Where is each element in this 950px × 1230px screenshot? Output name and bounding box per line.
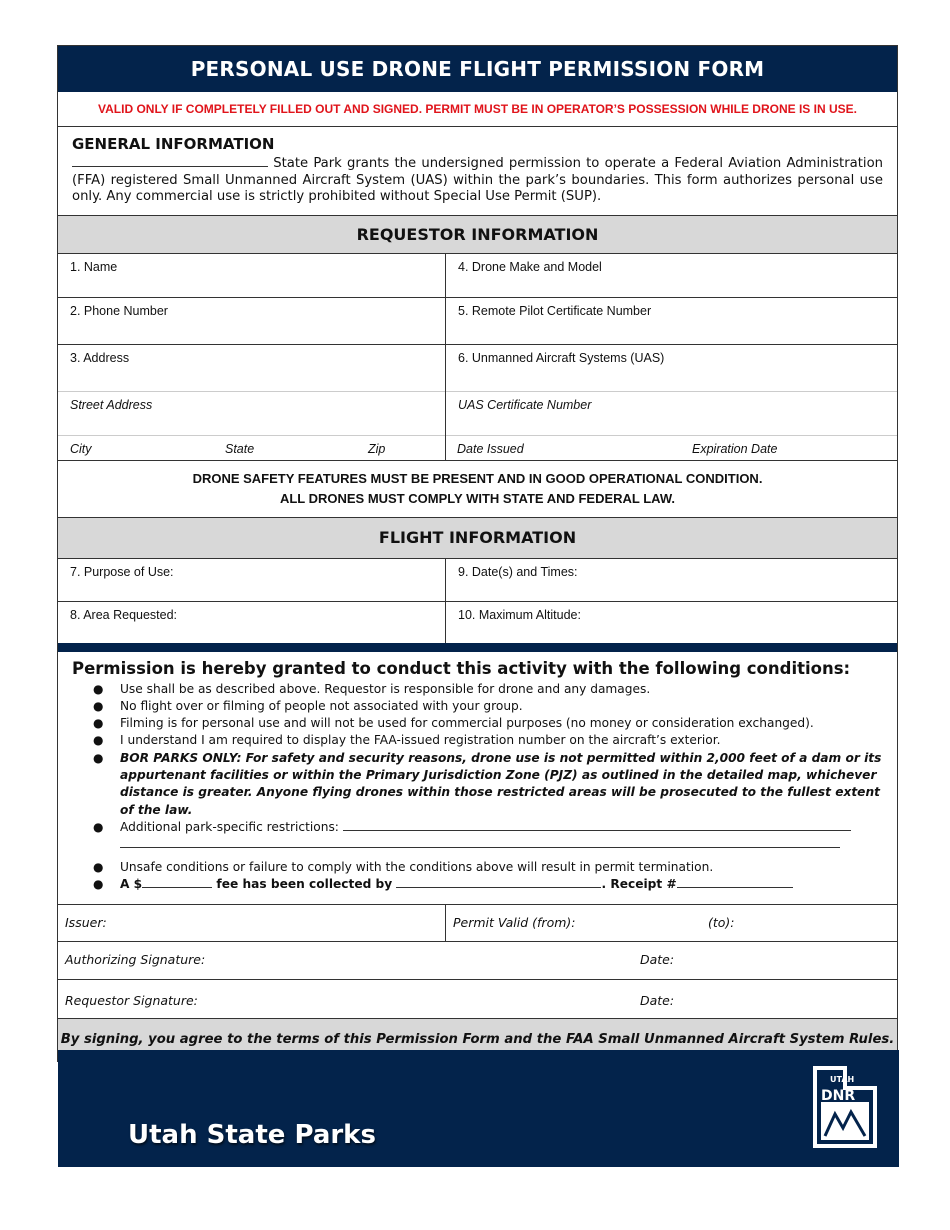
condition-item-additional-line2 (72, 836, 883, 859)
dates-times-label: 9. Date(s) and Times: (458, 564, 578, 579)
address-column (58, 345, 446, 460)
issuer-label: Issuer: (65, 914, 107, 930)
condition-item (72, 681, 883, 698)
expiration-date-label: Expiration Date (692, 441, 778, 456)
street-address-field[interactable] (58, 391, 445, 435)
authorizing-date-label: Date: (640, 951, 675, 967)
utah-dnr-logo-icon (807, 1062, 881, 1152)
bullet-icon: ● (93, 733, 104, 748)
authorizing-signature-label: Authorizing Signature: (65, 951, 206, 967)
zip-label: Zip (368, 441, 386, 456)
condition-text: Additional park-specific restrictions: (120, 819, 343, 834)
name-field[interactable] (58, 254, 446, 297)
validity-warning: VALID ONLY IF COMPLETELY FILLED OUT AND SIGNED. PERMIT MUST BE IN OPERATOR’S POSSESSION WHILE DRONE IS IN USE. (58, 92, 897, 127)
city-state-zip-field[interactable] (58, 435, 445, 460)
receipt-text: . Receipt # (601, 877, 677, 892)
drone-make-field[interactable] (446, 254, 897, 297)
form-title: PERSONAL USE DRONE FLIGHT PERMISSION FORM (58, 46, 897, 92)
bullet-icon: ● (93, 681, 104, 696)
bullet-icon: ● (93, 877, 104, 892)
uas-column (446, 345, 897, 460)
fee-prefix: A $ (120, 877, 143, 892)
requestor-row-1 (58, 254, 897, 298)
phone-field[interactable] (58, 298, 446, 344)
date-issued-label: Date Issued (457, 441, 524, 456)
signing-agreement-note: By signing, you agree to the terms of this Permission Form and the FAA Small Unmanned Aircraft System Rules. (58, 1019, 897, 1062)
name-label: 1. Name (70, 259, 118, 274)
condition-text: BOR PARKS ONLY: For safety and security reasons, drone use is not permitted within 2,000 feet of a dam or its appurtenant facilities or within the Primary Jurisdiction Zone (PJZ) as outlined in the detailed map, whichever distance is greater. Anyone flying drones within those restricted areas will be prosecuted to the fullest extent of the law. (120, 750, 882, 817)
uas-label: 6. Unmanned Aircraft Systems (UAS) (458, 350, 665, 365)
fee-amount-line[interactable] (142, 876, 212, 888)
footer-banner (58, 1050, 899, 1167)
general-information-heading: GENERAL INFORMATION (72, 135, 275, 153)
condition-item-bor (72, 750, 883, 819)
bullet-icon: ● (93, 860, 104, 875)
conditions-heading: Permission is hereby granted to conduct this activity with the following conditions: (72, 658, 851, 678)
remote-pilot-field[interactable] (446, 298, 897, 344)
condition-text: Filming is for personal use and will not be used for commercial purposes (no money or consideration exchanged). (120, 716, 814, 731)
navy-divider (58, 643, 897, 652)
bullet-icon: ● (93, 698, 104, 713)
drone-safety-notice (58, 461, 897, 518)
area-requested-label: 8. Area Requested: (70, 607, 178, 622)
street-address-label: Street Address (70, 397, 153, 412)
general-information-section (58, 127, 897, 216)
flight-information-heading: FLIGHT INFORMATION (58, 518, 897, 559)
conditions-list (72, 681, 883, 894)
bullet-icon: ● (93, 750, 104, 765)
safety-line-1: DRONE SAFETY FEATURES MUST BE PRESENT AND IN GOOD OPERATIONAL CONDITION. (192, 470, 763, 486)
city-label: City (70, 441, 92, 456)
condition-item (72, 715, 883, 732)
uas-certificate-label: UAS Certificate Number (458, 397, 592, 412)
address-label: 3. Address (70, 350, 130, 365)
condition-item (72, 859, 883, 876)
utah-state-parks-brand: Utah State Parks (128, 1120, 376, 1150)
requestor-signature-label: Requestor Signature: (65, 992, 198, 1008)
condition-item-fee (72, 876, 883, 893)
authorizing-signature-row[interactable] (58, 942, 897, 980)
condition-item (72, 732, 883, 749)
permit-valid-field[interactable] (446, 905, 897, 941)
state-label: State (225, 441, 255, 456)
permit-from-label: Permit Valid (from): (453, 914, 576, 930)
additional-restrictions-line[interactable] (343, 819, 851, 831)
park-name-blank[interactable] (72, 156, 268, 167)
bullet-icon: ● (93, 819, 104, 834)
purpose-field[interactable] (58, 559, 446, 601)
issuer-field[interactable] (58, 905, 446, 941)
uas-field[interactable] (446, 345, 897, 391)
uas-certificate-field[interactable] (446, 391, 897, 435)
receipt-number-line[interactable] (677, 876, 793, 888)
condition-item-additional (72, 819, 883, 836)
fee-collected-text: fee has been collected by (212, 877, 397, 892)
general-information-text (72, 156, 883, 206)
general-information-body: State Park grants the undersigned permission to operate a Federal Aviation Administration (FFA) registered Small Unmanned Aircraft System (UAS) within the park’s boundaries. This form authorizes personal use only. Any commercial use is strictly prohibited without Special Use Permit (SUP). (72, 156, 883, 204)
area-requested-field[interactable] (58, 602, 446, 643)
condition-text: Use shall be as described above. Requestor is responsible for drone and any damages. (120, 681, 651, 696)
phone-label: 2. Phone Number (70, 303, 168, 318)
flight-row-1 (58, 559, 897, 602)
purpose-label: 7. Purpose of Use: (70, 564, 174, 579)
additional-restrictions-line-2[interactable] (120, 836, 840, 848)
bullet-icon: ● (93, 716, 104, 731)
collected-by-line[interactable] (396, 876, 601, 888)
max-altitude-label: 10. Maximum Altitude: (458, 607, 581, 622)
safety-line-2: ALL DRONES MUST COMPLY WITH STATE AND FEDERAL LAW. (279, 490, 676, 506)
remote-pilot-label: 5. Remote Pilot Certificate Number (458, 303, 652, 318)
flight-row-2 (58, 602, 897, 643)
requestor-information-heading: REQUESTOR INFORMATION (58, 216, 897, 254)
permit-to-label: (to): (708, 914, 735, 930)
issuer-row (58, 905, 897, 942)
condition-text: No flight over or filming of people not associated with your group. (120, 698, 523, 713)
condition-text: I understand I am required to display the FAA-issued registration number on the aircraft’s exterior. (120, 733, 721, 748)
address-field[interactable] (58, 345, 445, 391)
condition-text: Unsafe conditions or failure to comply with the conditions above will result in permit termination. (120, 860, 714, 875)
dates-times-field[interactable] (446, 559, 897, 601)
logo-main-text: DNR (821, 1088, 856, 1104)
conditions-section (58, 652, 897, 905)
requestor-date-label: Date: (640, 992, 675, 1008)
requestor-signature-row[interactable] (58, 980, 897, 1019)
permission-form (57, 45, 898, 1062)
max-altitude-field[interactable] (446, 602, 897, 643)
logo-top-text: UTAH (830, 1075, 855, 1084)
uas-dates-field[interactable] (446, 435, 897, 460)
requestor-row-2 (58, 298, 897, 345)
requestor-row-3 (58, 345, 897, 461)
drone-make-label: 4. Drone Make and Model (458, 259, 602, 274)
condition-item (72, 698, 883, 715)
